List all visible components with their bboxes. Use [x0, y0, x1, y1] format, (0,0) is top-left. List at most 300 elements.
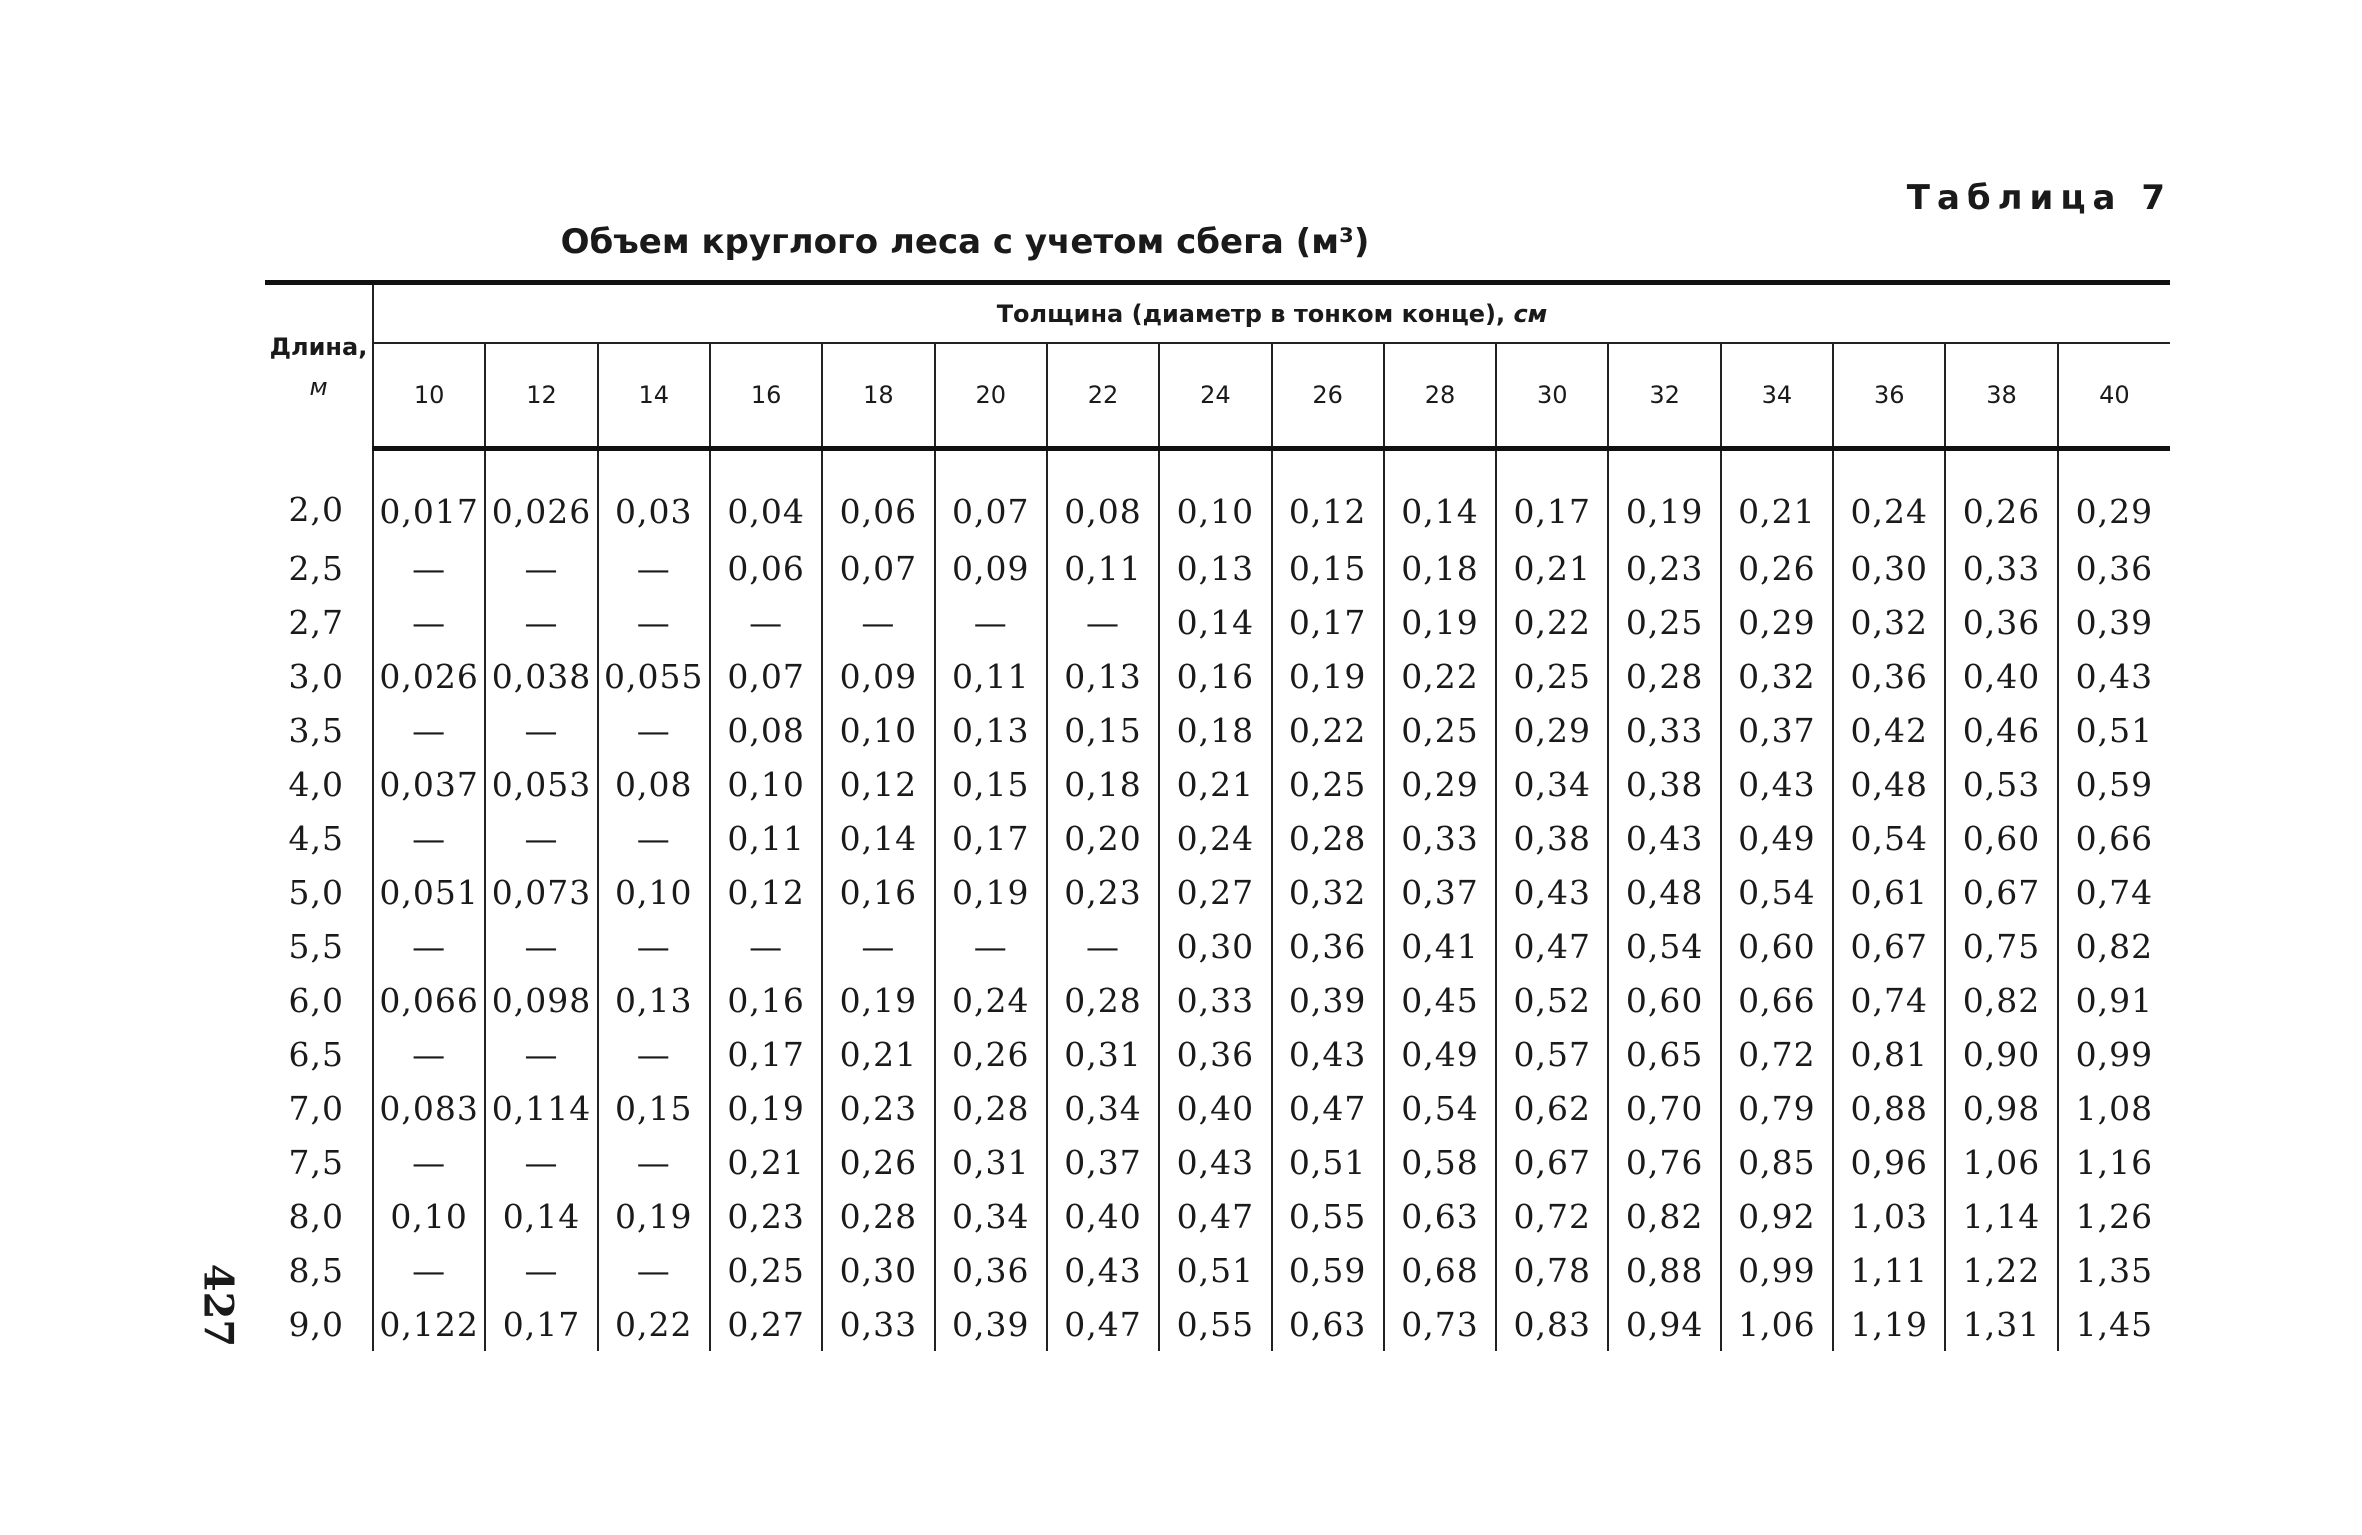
- volume-cell: —: [373, 919, 485, 973]
- volume-cell: 0,43: [1047, 1243, 1159, 1297]
- table-row: [265, 1135, 2170, 1189]
- volume-cell: —: [1047, 919, 1159, 973]
- volume-cell: 0,82: [1608, 1189, 1720, 1243]
- diameter-column-header: 10: [373, 343, 485, 449]
- volume-cell: 0,17: [1272, 595, 1384, 649]
- volume-cell: 0,99: [2075, 1034, 2154, 1074]
- volume-cell: 0,67: [1945, 865, 2057, 919]
- length-cell: 8,0: [265, 1189, 373, 1243]
- volume-cell: 0,33: [1384, 811, 1496, 865]
- volume-cell: 0,17: [1496, 449, 1608, 542]
- volume-cell: 0,28: [822, 1189, 934, 1243]
- volume-cell: 0,47: [1047, 1297, 1159, 1351]
- volume-cell: 0,10: [598, 865, 710, 919]
- thickness-group-header: [373, 283, 2170, 344]
- diameter-column-header: 12: [485, 343, 597, 449]
- volume-cell: 0,21: [1496, 541, 1608, 595]
- volume-cell: 1,16: [2075, 1142, 2154, 1182]
- volume-cell: —: [485, 595, 597, 649]
- volume-cell: 0,13: [598, 973, 710, 1027]
- volume-cell: 0,15: [598, 1081, 710, 1135]
- volume-cell: 0,48: [1833, 757, 1945, 811]
- volume-cell: 0,33: [1608, 703, 1720, 757]
- table-row: [265, 449, 2170, 542]
- volume-cell: —: [1047, 595, 1159, 649]
- diameter-column-header: 14: [598, 343, 710, 449]
- volume-cell: 0,96: [1833, 1135, 1945, 1189]
- title-unit: (м³): [1295, 222, 1370, 262]
- volume-cell: —: [373, 1243, 485, 1297]
- table-row: [265, 1081, 2170, 1135]
- volume-cell: 1,22: [1945, 1243, 2057, 1297]
- volume-cell: 0,073: [485, 865, 597, 919]
- volume-cell: 0,36: [1272, 919, 1384, 973]
- volume-cell: 0,10: [710, 757, 822, 811]
- volume-cell: 0,27: [1159, 865, 1271, 919]
- volume-cell: 0,49: [1384, 1027, 1496, 1081]
- volume-cell: 0,16: [822, 865, 934, 919]
- volume-cell: 0,23: [710, 1189, 822, 1243]
- volume-table-container: [265, 280, 2170, 1351]
- volume-cell: 0,13: [1047, 649, 1159, 703]
- volume-cell: 0,40: [1159, 1081, 1271, 1135]
- volume-cell: —: [598, 1027, 710, 1081]
- volume-cell: 0,24: [1159, 811, 1271, 865]
- volume-cell: 0,06: [710, 541, 822, 595]
- volume-cell: 1,26: [2075, 1196, 2154, 1236]
- volume-cell: 0,88: [1608, 1243, 1720, 1297]
- volume-cell: 0,32: [1833, 595, 1945, 649]
- volume-cell: —: [822, 919, 934, 973]
- volume-cell: 0,25: [1496, 649, 1608, 703]
- volume-cell: 0,21: [1721, 449, 1833, 542]
- volume-cell: 0,55: [1272, 1189, 1384, 1243]
- volume-cell: 0,083: [373, 1081, 485, 1135]
- volume-cell: 0,09: [935, 541, 1047, 595]
- table-row: [265, 1243, 2170, 1297]
- volume-cell: 1,08: [2075, 1088, 2154, 1128]
- length-cell: 4,0: [265, 757, 373, 811]
- diameter-column-header: 32: [1608, 343, 1720, 449]
- volume-cell: 0,25: [710, 1243, 822, 1297]
- length-cell: 3,5: [265, 703, 373, 757]
- volume-cell: 0,76: [1608, 1135, 1720, 1189]
- volume-cell: 0,03: [598, 449, 710, 542]
- volume-cell: 0,60: [1945, 811, 2057, 865]
- volume-cell: 0,39: [1272, 973, 1384, 1027]
- volume-cell: 0,38: [1608, 757, 1720, 811]
- volume-cell: 0,54: [1384, 1081, 1496, 1135]
- length-cell: 5,5: [265, 919, 373, 973]
- length-cell: 2,0: [265, 449, 373, 542]
- volume-cell: 0,31: [1047, 1027, 1159, 1081]
- volume-cell: 0,54: [1833, 811, 1945, 865]
- volume-cell: —: [373, 541, 485, 595]
- volume-cell: 0,51: [1272, 1135, 1384, 1189]
- volume-cell: 0,07: [710, 649, 822, 703]
- volume-cell: 0,51: [2075, 710, 2154, 750]
- table-row: [265, 757, 2170, 811]
- diameter-column-header: 40: [2058, 343, 2170, 449]
- volume-cell: 0,24: [1833, 449, 1945, 542]
- volume-cell: 0,94: [1608, 1297, 1720, 1351]
- volume-cell: 0,29: [1721, 595, 1833, 649]
- volume-cell: 0,23: [822, 1081, 934, 1135]
- volume-cell: 0,08: [598, 757, 710, 811]
- volume-cell: 0,54: [1721, 865, 1833, 919]
- volume-cell: 0,26: [1721, 541, 1833, 595]
- diameter-column-header: 26: [1272, 343, 1384, 449]
- volume-cell: 0,11: [710, 811, 822, 865]
- volume-cell: 0,28: [1272, 811, 1384, 865]
- volume-cell: 0,11: [1047, 541, 1159, 595]
- volume-cell: 0,051: [373, 865, 485, 919]
- volume-cell: —: [485, 1243, 597, 1297]
- length-cell: 2,5: [265, 541, 373, 595]
- volume-cell: —: [710, 595, 822, 649]
- volume-cell: 0,68: [1384, 1243, 1496, 1297]
- volume-cell: 1,06: [1945, 1135, 2057, 1189]
- volume-cell: 0,79: [1721, 1081, 1833, 1135]
- volume-cell: 0,10: [1159, 449, 1271, 542]
- table-body: [265, 449, 2170, 1352]
- volume-cell: 0,62: [1496, 1081, 1608, 1135]
- volume-cell: 0,24: [935, 973, 1047, 1027]
- volume-cell: 0,57: [1496, 1027, 1608, 1081]
- volume-cell: 0,74: [2075, 872, 2154, 912]
- length-cell: 7,5: [265, 1135, 373, 1189]
- volume-cell: 0,78: [1496, 1243, 1608, 1297]
- volume-cell: 0,45: [1384, 973, 1496, 1027]
- volume-cell: 0,16: [1159, 649, 1271, 703]
- table-row: [265, 865, 2170, 919]
- volume-cell: 0,31: [935, 1135, 1047, 1189]
- volume-cell: 0,60: [1608, 973, 1720, 1027]
- volume-cell: 0,34: [1496, 757, 1608, 811]
- volume-cell: 0,14: [1159, 595, 1271, 649]
- volume-cell: 0,85: [1721, 1135, 1833, 1189]
- volume-cell: 0,43: [1272, 1027, 1384, 1081]
- volume-cell: 1,31: [1945, 1297, 2057, 1351]
- volume-cell: 0,28: [935, 1081, 1047, 1135]
- diameter-column-header: 30: [1496, 343, 1608, 449]
- volume-cell: 1,35: [2075, 1250, 2154, 1290]
- volume-cell: 0,17: [935, 811, 1047, 865]
- volume-table: [265, 280, 2170, 1351]
- volume-cell: 0,11: [935, 649, 1047, 703]
- diameter-column-header: 16: [710, 343, 822, 449]
- volume-cell: 0,18: [1159, 703, 1271, 757]
- volume-cell: 0,30: [822, 1243, 934, 1297]
- volume-cell: 0,91: [2075, 980, 2154, 1020]
- table-row: [265, 595, 2170, 649]
- volume-cell: 0,66: [1721, 973, 1833, 1027]
- volume-cell: —: [485, 811, 597, 865]
- volume-cell: —: [485, 541, 597, 595]
- thickness-header-unit: см: [1513, 299, 1548, 328]
- volume-cell: 1,06: [1721, 1297, 1833, 1351]
- volume-cell: 0,017: [373, 449, 485, 542]
- volume-cell: 0,39: [935, 1297, 1047, 1351]
- volume-cell: 0,28: [1047, 973, 1159, 1027]
- diameter-column-header: 36: [1833, 343, 1945, 449]
- volume-cell: 0,17: [485, 1297, 597, 1351]
- volume-cell: 0,98: [1945, 1081, 2057, 1135]
- volume-cell: 0,19: [1608, 449, 1720, 542]
- volume-cell: 0,12: [710, 865, 822, 919]
- volume-cell: 0,59: [1272, 1243, 1384, 1297]
- volume-cell: 0,07: [935, 449, 1047, 542]
- volume-cell: —: [935, 919, 1047, 973]
- volume-cell: 0,15: [1047, 703, 1159, 757]
- table-row: [265, 541, 2170, 595]
- volume-cell: 0,22: [1384, 649, 1496, 703]
- volume-cell: 0,29: [2075, 491, 2154, 531]
- volume-cell: 0,72: [1496, 1189, 1608, 1243]
- volume-cell: 0,63: [1272, 1297, 1384, 1351]
- volume-cell: 0,15: [935, 757, 1047, 811]
- volume-cell: 0,14: [485, 1189, 597, 1243]
- table-row: [265, 973, 2170, 1027]
- volume-cell: 0,066: [373, 973, 485, 1027]
- volume-cell: 0,51: [1159, 1243, 1271, 1297]
- table-row: [265, 649, 2170, 703]
- volume-cell: 0,037: [373, 757, 485, 811]
- volume-cell: 0,13: [1159, 541, 1271, 595]
- volume-cell: 0,30: [1833, 541, 1945, 595]
- volume-cell: 0,23: [1608, 541, 1720, 595]
- volume-cell: —: [373, 811, 485, 865]
- volume-cell: 0,33: [1159, 973, 1271, 1027]
- volume-cell: —: [598, 811, 710, 865]
- volume-cell: 0,19: [598, 1189, 710, 1243]
- volume-cell: 0,82: [1945, 973, 2057, 1027]
- table-title: [0, 222, 1930, 262]
- volume-cell: 0,92: [1721, 1189, 1833, 1243]
- volume-cell: 0,06: [822, 449, 934, 542]
- length-cell: 4,5: [265, 811, 373, 865]
- volume-cell: —: [598, 1243, 710, 1297]
- volume-cell: —: [485, 703, 597, 757]
- volume-cell: 0,90: [1945, 1027, 2057, 1081]
- diameter-column-header: 34: [1721, 343, 1833, 449]
- volume-cell: 0,14: [1384, 449, 1496, 542]
- volume-cell: 0,28: [1608, 649, 1720, 703]
- table-caption: Таблица 7: [1906, 178, 2172, 218]
- volume-cell: 0,34: [1047, 1081, 1159, 1135]
- volume-cell: 0,29: [1384, 757, 1496, 811]
- volume-cell: 0,61: [1833, 865, 1945, 919]
- volume-cell: —: [598, 919, 710, 973]
- volume-cell: 0,75: [1945, 919, 2057, 973]
- volume-cell: 0,26: [822, 1135, 934, 1189]
- volume-cell: 0,82: [2075, 926, 2154, 966]
- volume-cell: 0,36: [935, 1243, 1047, 1297]
- diameter-column-header: 22: [1047, 343, 1159, 449]
- volume-cell: 0,04: [710, 449, 822, 542]
- volume-cell: 1,03: [1833, 1189, 1945, 1243]
- table-row: [265, 703, 2170, 757]
- volume-cell: 0,19: [710, 1081, 822, 1135]
- volume-cell: 0,36: [1945, 595, 2057, 649]
- volume-cell: 0,40: [1945, 649, 2057, 703]
- volume-cell: 0,34: [935, 1189, 1047, 1243]
- volume-cell: 0,114: [485, 1081, 597, 1135]
- volume-cell: 0,74: [1833, 973, 1945, 1027]
- volume-cell: 0,48: [1608, 865, 1720, 919]
- volume-cell: 0,33: [1945, 541, 2057, 595]
- volume-cell: 0,49: [1721, 811, 1833, 865]
- diameter-column-header: 28: [1384, 343, 1496, 449]
- length-header-unit: м: [309, 372, 328, 401]
- volume-cell: 0,43: [2075, 656, 2154, 696]
- table-row: [265, 1027, 2170, 1081]
- volume-cell: 0,32: [1272, 865, 1384, 919]
- volume-cell: 0,40: [1047, 1189, 1159, 1243]
- diameter-column-header: 20: [935, 343, 1047, 449]
- volume-cell: 0,39: [2075, 602, 2154, 642]
- volume-cell: 0,14: [822, 811, 934, 865]
- volume-cell: 0,19: [822, 973, 934, 1027]
- volume-cell: 0,25: [1384, 703, 1496, 757]
- volume-cell: 0,46: [1945, 703, 2057, 757]
- volume-cell: —: [373, 595, 485, 649]
- volume-cell: 1,11: [1833, 1243, 1945, 1297]
- length-cell: 8,5: [265, 1243, 373, 1297]
- volume-cell: 0,21: [1159, 757, 1271, 811]
- volume-cell: 0,19: [1384, 595, 1496, 649]
- volume-cell: —: [485, 1135, 597, 1189]
- volume-cell: 0,36: [1833, 649, 1945, 703]
- volume-cell: 0,053: [485, 757, 597, 811]
- volume-cell: 0,36: [1159, 1027, 1271, 1081]
- volume-cell: 0,38: [1496, 811, 1608, 865]
- volume-cell: 0,65: [1608, 1027, 1720, 1081]
- volume-cell: 0,23: [1047, 865, 1159, 919]
- volume-cell: 0,10: [373, 1189, 485, 1243]
- volume-cell: 1,45: [2075, 1304, 2154, 1344]
- volume-cell: 0,72: [1721, 1027, 1833, 1081]
- table-row: [265, 811, 2170, 865]
- volume-cell: 0,52: [1496, 973, 1608, 1027]
- length-cell: 3,0: [265, 649, 373, 703]
- title-text: Объем круглого леса с учетом сбега: [560, 222, 1284, 262]
- volume-cell: 0,99: [1721, 1243, 1833, 1297]
- volume-cell: 0,122: [373, 1297, 485, 1351]
- length-cell: 7,0: [265, 1081, 373, 1135]
- volume-cell: 0,038: [485, 649, 597, 703]
- volume-cell: 0,70: [1608, 1081, 1720, 1135]
- diameter-column-header: 38: [1945, 343, 2057, 449]
- volume-cell: —: [598, 541, 710, 595]
- length-cell: 5,0: [265, 865, 373, 919]
- volume-cell: 0,22: [1496, 595, 1608, 649]
- table-row: [265, 1297, 2170, 1351]
- length-cell: 6,0: [265, 973, 373, 1027]
- diameter-column-header: 24: [1159, 343, 1271, 449]
- volume-cell: 0,026: [485, 449, 597, 542]
- volume-cell: 0,08: [1047, 449, 1159, 542]
- volume-cell: 0,16: [710, 973, 822, 1027]
- volume-cell: 0,67: [1496, 1135, 1608, 1189]
- volume-cell: 0,58: [1384, 1135, 1496, 1189]
- volume-cell: —: [598, 595, 710, 649]
- volume-cell: 0,37: [1384, 865, 1496, 919]
- volume-cell: —: [373, 1135, 485, 1189]
- volume-cell: 0,67: [1833, 919, 1945, 973]
- length-cell: 9,0: [265, 1297, 373, 1351]
- volume-cell: 0,18: [1384, 541, 1496, 595]
- volume-cell: 0,47: [1159, 1189, 1271, 1243]
- volume-cell: 0,26: [1945, 449, 2057, 542]
- volume-cell: —: [710, 919, 822, 973]
- volume-cell: —: [598, 703, 710, 757]
- volume-cell: 0,055: [598, 649, 710, 703]
- volume-cell: 0,41: [1384, 919, 1496, 973]
- volume-cell: —: [485, 919, 597, 973]
- volume-cell: —: [822, 595, 934, 649]
- volume-cell: 0,60: [1721, 919, 1833, 973]
- volume-cell: 0,10: [822, 703, 934, 757]
- volume-cell: 0,19: [935, 865, 1047, 919]
- volume-cell: 0,43: [1159, 1135, 1271, 1189]
- volume-cell: 1,14: [1945, 1189, 2057, 1243]
- volume-cell: 0,47: [1272, 1081, 1384, 1135]
- volume-cell: 0,27: [710, 1297, 822, 1351]
- volume-cell: 0,12: [822, 757, 934, 811]
- volume-cell: 0,37: [1721, 703, 1833, 757]
- volume-cell: —: [485, 1027, 597, 1081]
- volume-cell: 1,19: [1833, 1297, 1945, 1351]
- diameter-header-row: [265, 343, 2170, 449]
- volume-cell: —: [373, 703, 485, 757]
- volume-cell: 0,83: [1496, 1297, 1608, 1351]
- volume-cell: 0,12: [1272, 449, 1384, 542]
- volume-cell: 0,55: [1159, 1297, 1271, 1351]
- volume-cell: 0,13: [935, 703, 1047, 757]
- diameter-column-header: 18: [822, 343, 934, 449]
- volume-cell: 0,54: [1608, 919, 1720, 973]
- volume-cell: 0,15: [1272, 541, 1384, 595]
- volume-cell: 0,47: [1496, 919, 1608, 973]
- volume-cell: 0,18: [1047, 757, 1159, 811]
- length-column-header: [265, 283, 373, 449]
- volume-cell: 0,30: [1159, 919, 1271, 973]
- page-number: 427: [194, 1263, 242, 1348]
- volume-cell: 0,43: [1608, 811, 1720, 865]
- volume-cell: 0,53: [1945, 757, 2057, 811]
- volume-cell: —: [935, 595, 1047, 649]
- table-row: [265, 1189, 2170, 1243]
- volume-cell: 0,026: [373, 649, 485, 703]
- volume-cell: 0,08: [710, 703, 822, 757]
- volume-cell: 0,20: [1047, 811, 1159, 865]
- volume-cell: 0,17: [710, 1027, 822, 1081]
- volume-cell: 0,43: [1721, 757, 1833, 811]
- volume-cell: —: [598, 1135, 710, 1189]
- volume-cell: 0,33: [822, 1297, 934, 1351]
- length-cell: 6,5: [265, 1027, 373, 1081]
- volume-cell: 0,09: [822, 649, 934, 703]
- table-row: [265, 919, 2170, 973]
- volume-cell: 0,25: [1272, 757, 1384, 811]
- volume-cell: 0,66: [2075, 818, 2154, 858]
- volume-cell: 0,37: [1047, 1135, 1159, 1189]
- volume-cell: 0,098: [485, 973, 597, 1027]
- volume-cell: 0,73: [1384, 1297, 1496, 1351]
- volume-cell: 0,25: [1608, 595, 1720, 649]
- volume-cell: 0,22: [1272, 703, 1384, 757]
